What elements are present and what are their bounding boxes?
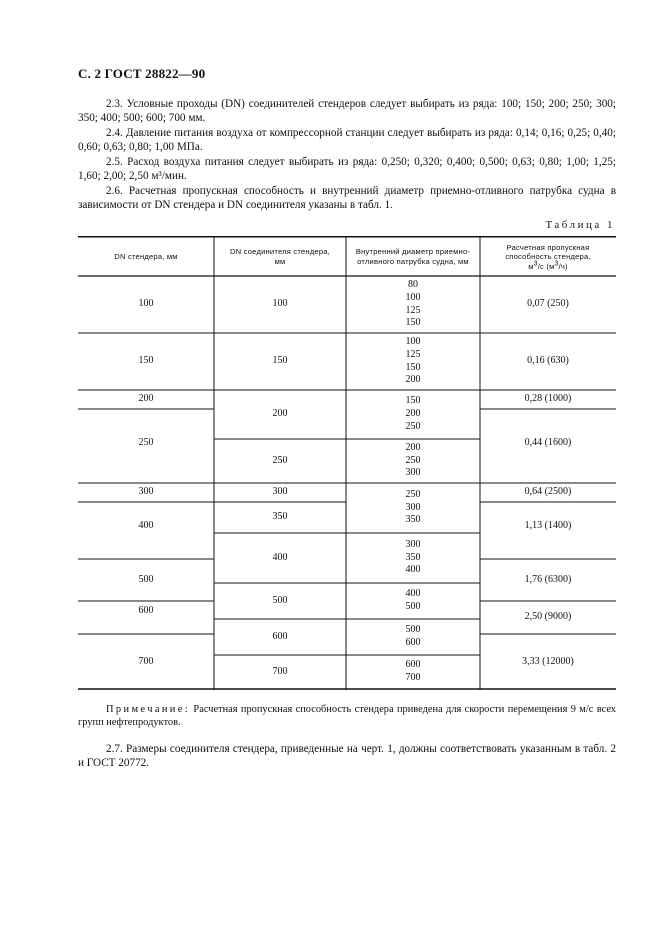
capacity-cell: 0,44 (1600)	[524, 437, 572, 448]
dn-connector-cell: 200	[272, 408, 288, 420]
capacity-cell: 3,33 (12000)	[522, 656, 574, 667]
header-capacity	[488, 238, 608, 276]
dn-connector-cell: 150	[272, 355, 288, 367]
paragraph-2-5: 2.5. Расход воздуха питания следует выбирать из ряда: 0,250; 0,320; 0,400; 0,500; 0,63; 0,80; 1,00; 1,25; 1,60; 2,00; 2,50 м³/мин.	[78, 156, 616, 183]
inner-diameter-cell: 250 300 350	[405, 488, 421, 526]
table-caption: Таблица 1	[545, 219, 615, 231]
dn-stender-cell: 300	[138, 486, 154, 498]
capacity-cell: 2,50 (9000)	[524, 611, 572, 623]
paragraph-2-3: 2.3. Условные проходы (DN) соединителей стендеров следует выбирать из ряда: 100; 150; 200; 250; 300; 350; 400; 500; 600; 700 мм.	[78, 98, 616, 125]
inner-diameter-cell: 100 125 150 200	[405, 335, 421, 386]
dn-stender-cell: 400	[138, 520, 154, 531]
note-text: Расчетная пропускная способность стендера приведена для скорости перемещения 9 м/с всех групп нефтепродуктов.	[78, 704, 616, 729]
header-capacity-label: Расчетная пропускная способность стендера,	[505, 242, 591, 262]
capacity-cell: 1,76 (6300)	[524, 573, 572, 585]
inner-diameter-cell: 200 250 300	[405, 441, 421, 479]
table-1	[78, 236, 616, 690]
dn-connector-cell: 600	[272, 630, 288, 642]
header-dn-connector: DN соединителя стендера, мм	[230, 247, 330, 266]
dn-connector-cell: 500	[272, 594, 288, 606]
paragraph-2-6: 2.6. Расчетная пропускная способность и внутренний диаметр приемно-отливного патрубка судна в зависимости от DN стендера и DN соединителя указаны в табл. 1.	[78, 185, 616, 212]
inner-diameter-cell: 600 700	[405, 659, 421, 683]
dn-stender-cell: 600	[138, 605, 154, 616]
dn-stender-cell: 500	[138, 573, 154, 585]
capacity-cell: 0,07 (250)	[527, 298, 569, 310]
dn-stender-cell: 100	[138, 298, 154, 310]
dn-stender-cell: 700	[138, 656, 154, 667]
note-label: Примечание:	[106, 704, 191, 715]
dn-stender-cell: 250	[138, 437, 154, 448]
capacity-cell: 0,64 (2500)	[524, 486, 572, 498]
inner-diameter-cell: 80 100 125 150	[405, 278, 421, 329]
dn-connector-cell: 300	[272, 486, 288, 498]
paragraph-2-7: 2.7. Размеры соединителя стендера, приведенные на черт. 1, должны соответствовать указанным в табл. 2 и ГОСТ 20772.	[78, 743, 616, 770]
inner-diameter-cell: 500 600	[405, 624, 421, 648]
dn-connector-cell: 350	[272, 511, 288, 523]
dn-stender-cell: 200	[138, 393, 154, 405]
capacity-cell: 0,16 (630)	[527, 355, 569, 367]
capacity-cell: 1,13 (1400)	[524, 520, 572, 531]
inner-diameter-cell: 300 350 400	[405, 538, 421, 576]
dn-connector-cell: 100	[272, 298, 288, 310]
paragraph-2-4: 2.4. Давление питания воздуха от компрессорной станции следует выбирать из ряда: 0,14; 0,16; 0,25; 0,40; 0,60; 0,63; 0,80; 1,00 МПа.	[78, 127, 616, 154]
header-inner-diameter: Внутренний диаметр приемно-отливного патрубка судна, мм	[355, 247, 471, 266]
dn-connector-cell: 250	[272, 454, 288, 466]
dn-connector-cell: 400	[272, 551, 288, 563]
capacity-cell: 0,28 (1000)	[524, 393, 572, 405]
dn-connector-cell: 700	[272, 665, 288, 677]
page-header: С. 2 ГОСТ 28822—90	[78, 66, 206, 81]
dn-stender-cell: 150	[138, 355, 154, 367]
header-capacity-unit: м3/с (м3/ч)	[528, 260, 568, 271]
header-dn-stender: DN стендера, мм	[114, 252, 178, 262]
inner-diameter-cell: 150 200 250	[405, 395, 421, 432]
table-note	[78, 703, 616, 729]
inner-diameter-cell: 400 500	[405, 588, 421, 612]
